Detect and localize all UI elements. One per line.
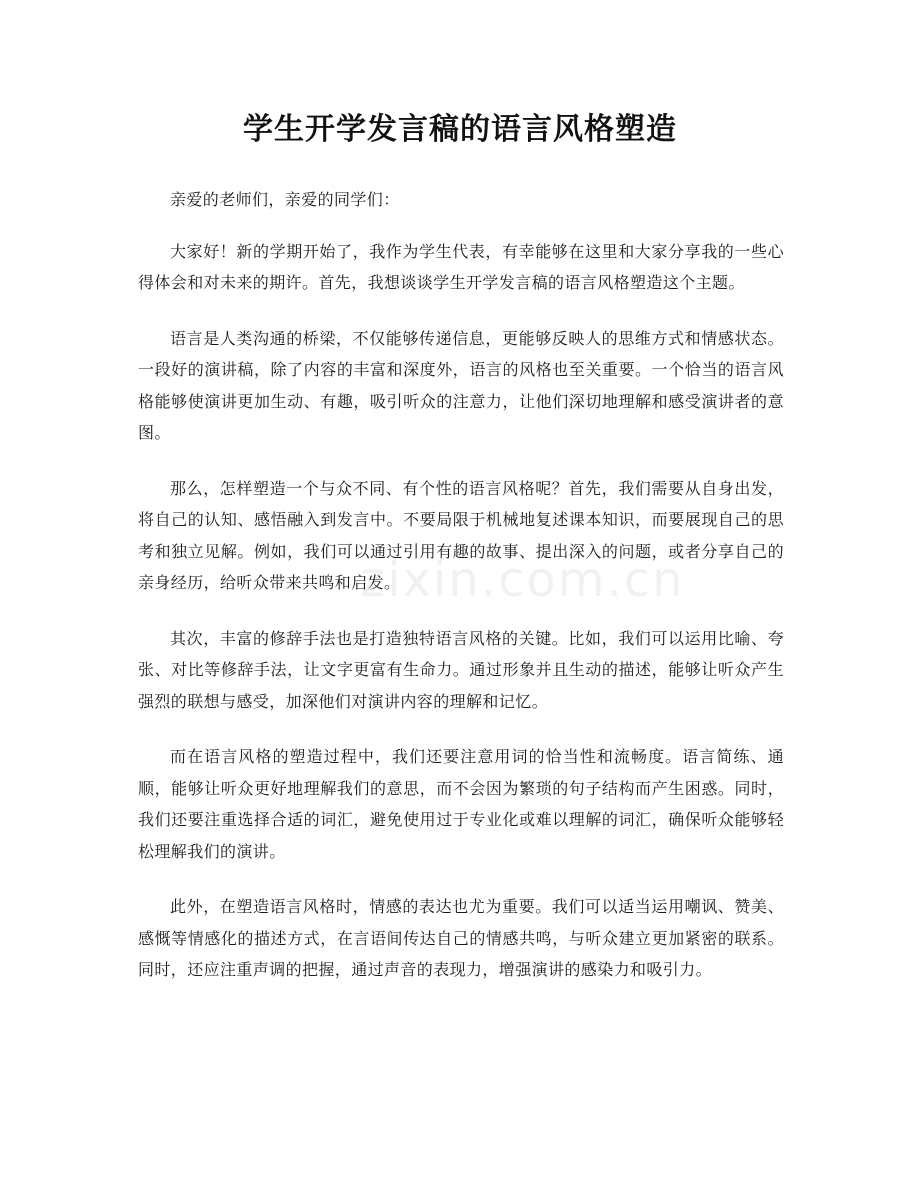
body-paragraph: 那么，怎样塑造一个与众不同、有个性的语言风格呢？首先，我们需要从自身出发，将自己的认知、感悟融入到发言中。不要局限于机械地复述课本知识，而要展现自己的思考和独立见解。例如，我们可以通过引用有趣的故事、提出深入的问题，或者分享自己的亲身经历，给听众带来共鸣和启发。 <box>138 478 784 592</box>
body-paragraph: 此外，在塑造语言风格时，情感的表达也尤为重要。我们可以适当运用嘲讽、赞美、感慨等情感化的描述方式，在言语间传达自己的情感共鸣，与听众建立更加紧密的联系。同时，还应注重声调的把握，通过声音的表现力，增强演讲的感染力和吸引力。 <box>138 897 784 979</box>
body-paragraph: 语言是人类沟通的桥梁，不仅能够传递信息，更能够反映人的思维方式和情感状态。一段好的演讲稿，除了内容的丰富和深度外，语言的风格也至关重要。一个恰当的语言风格能够使演讲更加生动、有趣，吸引听众的注意力，让他们深切地理解和感受演讲者的意图。 <box>138 328 784 442</box>
document-body <box>138 184 784 1010</box>
greeting-paragraph: 亲爱的老师们，亲爱的同学们： <box>170 190 400 209</box>
watermark: zixin.com.cn <box>360 552 685 608</box>
document-title: 学生开学发言稿的语言风格塑造 <box>243 112 677 147</box>
body-paragraph: 大家好！新的学期开始了，我作为学生代表，有幸能够在这里和大家分享我的一些心得体会和对未来的期许。首先，我想谈谈学生开学发言稿的语言风格塑造这个主题。 <box>138 241 784 292</box>
body-paragraph: 其次，丰富的修辞手法也是打造独特语言风格的关键。比如，我们可以运用比喻、夸张、对比等修辞手法，让文字更富有生命力。通过形象并且生动的描述，能够让听众产生强烈的联想与感受，加深他们对演讲内容的理解和记忆。 <box>138 628 784 711</box>
body-paragraph: 而在语言风格的塑造过程中，我们还要注意用词的恰当性和流畅度。语言简练、通顺，能够让听众更好地理解我们的意思，而不会因为繁琐的句子结构而产生困惑。同时，我们还要注重选择合适的词汇，避免使用过于专业化或难以理解的词汇，确保听众能够轻松理解我们的演讲。 <box>138 747 784 861</box>
